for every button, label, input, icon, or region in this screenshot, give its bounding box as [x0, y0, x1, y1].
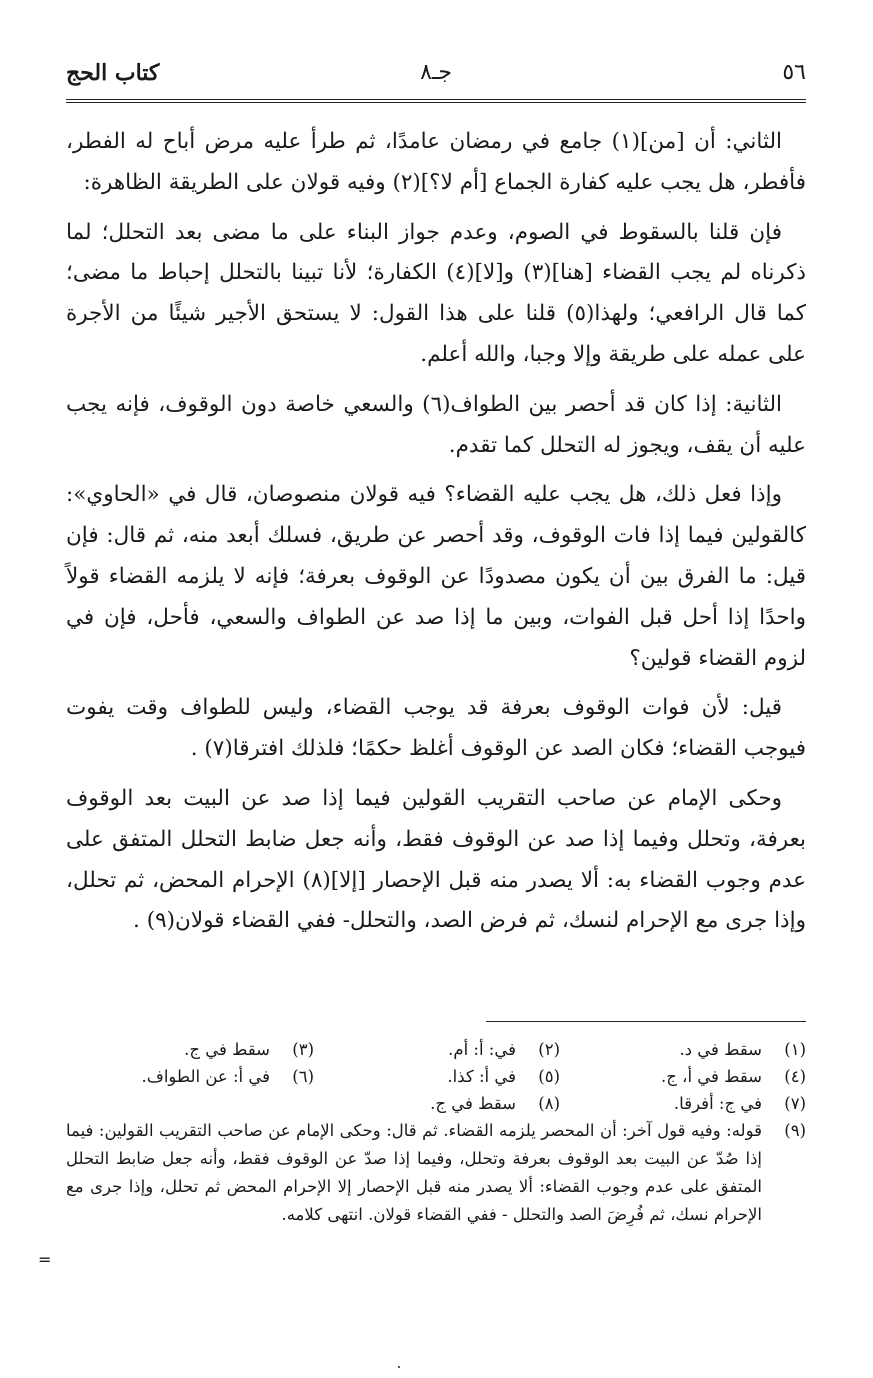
main-text: [66, 122, 806, 951]
footnote: [314, 1063, 560, 1090]
paragraph: فإن قلنا بالسقوط في الصوم، وعدم جواز البناء على ما مضى بعد التحلل؛ لما ذكرناه لم يجب القضاء [هنا](٣) و[لا](٤) الكفارة؛ لأنا تبينا بالتحلل إحباط ما مضى؛ كما قال الرافعي؛ ولهذا(٥) قلنا على هذا القول: لا يستحق الأجير شيئًا من الأجرة على عمله على طريقة وإلا وجبا، والله أعلم.: [66, 219, 807, 367]
footnote-number: (٩): [784, 1121, 806, 1140]
footnote-text: سقط في د.: [679, 1040, 762, 1059]
footnote-text: في ج: أفرقا.: [673, 1094, 762, 1113]
footnote: [68, 1036, 314, 1063]
footnote-row: [66, 1063, 806, 1090]
footnote-separator: [486, 1021, 806, 1022]
footnote: [560, 1036, 806, 1063]
footnote: [560, 1063, 806, 1090]
paragraph: الثانية: إذا كان قد أحصر بين الطواف(٦) والسعي خاصة دون الوقوف، فإنه يجب عليه أن يقف، ويجوز له التحلل كما تقدم.: [66, 391, 806, 458]
footnotes: [66, 1036, 806, 1229]
page-number: ٥٦: [782, 60, 806, 85]
footnote-number: (٢): [538, 1040, 560, 1059]
footnote: [560, 1090, 806, 1117]
header-rule-secondary: [66, 102, 806, 103]
footnote-text: قوله: وفيه قول آخر: أن المحصر يلزمه القضاء. ثم قال: وحكى الإمام عن صاحب التقريب القولين: فيما إذا صُدّ عن البيت بعد الوقوف بعرفة وتحلل، وفيما إذا صدّ عن الوقوف فقط، وأنه جعل ضابط التحلل المتفق على عدم وجوب القضاء: ألا يصدر منه قبل الإحصار إلا الإحرام المحض ثم تحلل، وإذا جرى مع الإحرام نسك، ثم فُرِضَ الصد والتحلل - ففي القضاء قولان. انتهى كلامه.: [66, 1121, 762, 1224]
footnote-number: (٨): [538, 1094, 560, 1113]
paragraph: الثاني: أن [من](١) جامع في رمضان عامدًا، ثم طرأ عليه مرض أباح له الفطر، فأفطر، هل يجب عليه كفارة الجماع [أم لا؟](٢) وفيه قولان على الطريقة الظاهرة:: [66, 129, 806, 195]
paragraph: وحكى الإمام عن صاحب التقريب القولين فيما إذا صد عن البيت بعد الوقوف بعرفة، وتحلل وفيما إذا صد عن الوقوف فقط، وأنه جعل ضابط التحلل المتفق على عدم وجوب القضاء به: ألا يصدر منه قبل الإحصار [إلا](٨) الإحرام المحض، ثم تحلل، وإذا جرى مع الإحرام لنسك، ثم فرض الصد، والتحلل- ففي القضاء قولان(٩) .: [66, 785, 806, 934]
footnote-row: [66, 1090, 806, 1117]
footnote-row: [66, 1036, 806, 1063]
footnote: [314, 1036, 560, 1063]
footnote-number: (٥): [538, 1067, 560, 1086]
footnote-number: (٦): [292, 1067, 314, 1086]
footnote-text: في أ: عن الطواف.: [141, 1067, 270, 1086]
page-header: [66, 60, 806, 96]
margin-mark: =: [38, 1250, 52, 1269]
footnote-empty: [68, 1090, 314, 1117]
footnote-number: (٧): [784, 1094, 806, 1113]
book-title: كتاب الحج: [66, 60, 160, 86]
footnote: [314, 1090, 560, 1117]
footnote-text: سقط في ج.: [430, 1094, 516, 1113]
footnote-text: سقط في ج.: [184, 1040, 270, 1059]
footnote-text: في أ: كذا.: [447, 1067, 516, 1086]
volume-label: جـ٨: [420, 60, 452, 85]
paragraph: قيل: لأن فوات الوقوف بعرفة قد يوجب القضاء، وليس للطواف وقت يفوت فيوجب القضاء؛ فكان الصد عن الوقوف أغلظ حكمًا؛ فلذلك افترقا(٧) .: [66, 695, 806, 762]
footnote-long: [66, 1117, 806, 1229]
footnote-text: في: أ: أم.: [448, 1040, 516, 1059]
footnote-number: (٣): [292, 1040, 314, 1059]
paragraph: وإذا فعل ذلك، هل يجب عليه القضاء؟ فيه قولان منصوصان، قال في «الحاوي»: كالقولين فيما إذا فات الوقوف، وقد أحصر عن طريق، فسلك أبعد منه، ثم قال: فإن قيل: ما الفرق بين أن يكون مصدودًا عن الوقوف بعرفة؛ فإنه لا يلزمه القضاء قولاً واحدًا إذا أحل قبل الفوات، وبين ما إذا صد عن الطواف والسعي، فأحل، فإن في لزوم القضاء قولين؟: [66, 482, 806, 671]
header-rule: [66, 99, 806, 100]
print-speck: [398, 1366, 400, 1368]
footnote-text: سقط في أ، ج.: [660, 1067, 762, 1086]
footnote-number: (٤): [784, 1067, 806, 1086]
footnote-number: (١): [784, 1040, 806, 1059]
footnote: [68, 1063, 314, 1090]
